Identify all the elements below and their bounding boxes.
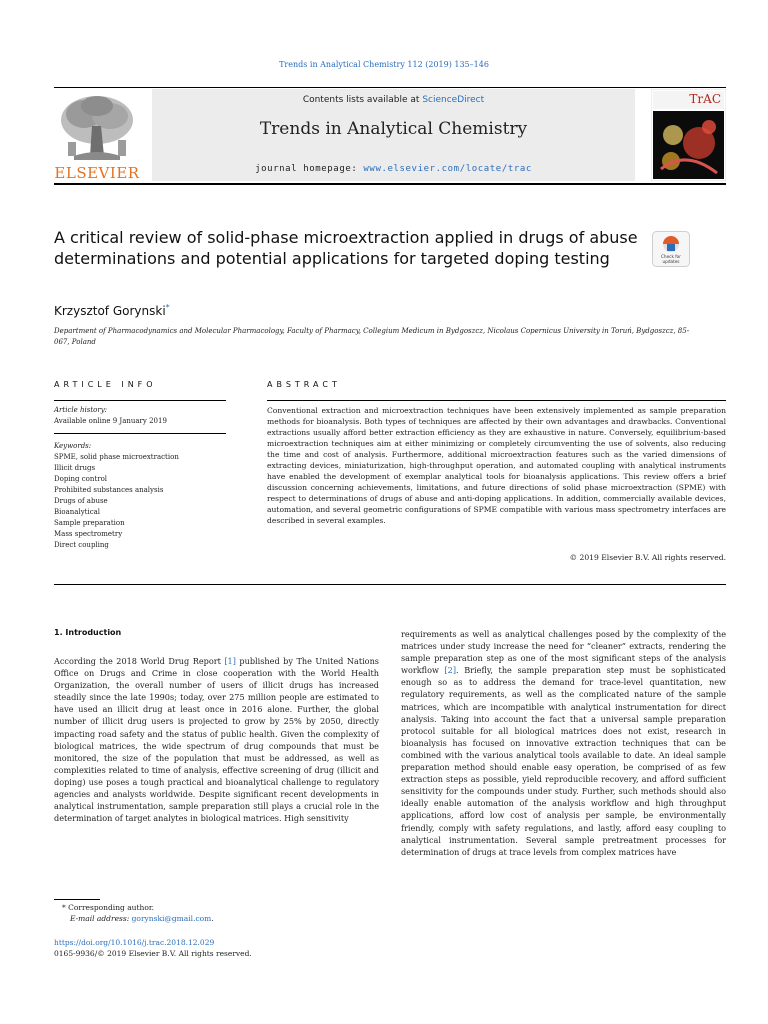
body-right-text-b: . Briefly, the sample preparation step must be sophisticated enough so as to address the demand for trace-level quantitation, new regulatory requirements, as well as the complicated nature of the sample matrices, which are incompatible with analytical instrumentation for direct analysis. Taking into account the fact that a universal sample preparation protocol suitable for all biological matrices does not exist, research in bioanalysis has focused on innovative extraction techniques that can be combined with the various analytical tools available to date. An ideal sample preparation method should enable easy operation, be comprised of as few extraction steps as possible, yield reproducible recovery, and afford sufficient sensitivity for the compounds under study. Further, such methods should also ideally enable automation of the analysis workflow and high throughput applications, afford low cost of analysis per sample, be environmentally friendly, comply with safety regulations, and lastly, afford easy coupling to analytical instrumentation. Several sample pretreatment processes for determination of drugs at trace levels from complex matrices have — [401, 665, 726, 857]
author-email-link[interactable]: gorynski@gmail.com — [131, 914, 212, 923]
journal-homepage-link[interactable]: www.elsevier.com/locate/trac — [363, 164, 532, 174]
keyword-item: Bioanalytical — [54, 508, 101, 516]
keywords-label: Keywords: — [54, 442, 92, 450]
reference-link-1[interactable]: [1] — [224, 656, 236, 666]
corresponding-author-footnote: * Corresponding author. — [62, 903, 155, 912]
author-name-text: Krzysztof Gorynski — [54, 304, 166, 318]
abstract-rule — [267, 400, 726, 401]
sciencedirect-link[interactable]: ScienceDirect — [422, 95, 485, 105]
header-bottom-rule — [54, 183, 726, 185]
article-history-block — [54, 405, 226, 427]
keywords-rule — [54, 433, 226, 434]
article-title: A critical review of solid-phase microextraction applied in drugs of abuse determinations and potential applications for targeted doping testing — [54, 228, 638, 268]
homepage-prefix: journal homepage: — [255, 164, 364, 174]
keywords-block — [54, 441, 226, 551]
reference-link-2[interactable]: [2] — [444, 665, 457, 676]
svg-text:updates: updates — [662, 259, 680, 264]
journal-title: Trends in Analytical Chemistry — [259, 119, 528, 139]
corresponding-author-marker[interactable]: * — [165, 303, 170, 312]
journal-homepage-line — [152, 164, 635, 174]
keyword-item: SPME, solid phase microextraction — [54, 453, 179, 461]
introduction-heading: 1. Introduction — [54, 628, 122, 637]
article-history-value: Available online 9 January 2019 — [54, 417, 167, 425]
keyword-item: Illicit drugs — [54, 464, 96, 472]
email-footnote — [70, 914, 214, 923]
keyword-item: Direct coupling — [54, 541, 109, 549]
abstract-copyright: © 2019 Elsevier B.V. All rights reserved. — [569, 553, 726, 562]
check-for-updates-icon[interactable] — [652, 231, 690, 267]
keyword-item: Drugs of abuse — [54, 497, 108, 505]
body-left-text-b: published by The United Nations Office on Drugs and Crime in close cooperation with the World Health Organization, the overall number of users of illicit drugs has increased steadily since the late 1990s; today, over 275 million people are estimated to have used an illicit drug at least once in 2016 alone. Further, the global number of illicit drug users is projected to grow by 25% by 2050, directly impacting road safety and the status of public health. Given the complexity of biological matrices, the wide spectrum of drug compounds that must be monitored, the size of the population that must be addressed, as well as complexities related to time of analysis, effective screening of drug (illicit and doping) use poses a tough practical and bioanalytical challenge to regulatory agencies and analysts worldwide. Despite significant recent developments in analytical instrumentation, sample preparation still plays a crucial role in the determination of target analytes in biological matrices. High sensitivity — [54, 656, 379, 824]
article-history-label: Article history: — [54, 406, 108, 414]
issn-copyright-line: 0165-9936/© 2019 Elsevier B.V. All rights reserved. — [54, 949, 252, 958]
keyword-item: Prohibited substances analysis — [54, 486, 164, 494]
abstract-text: Conventional extraction and microextraction techniques have been extensively implemented as sample preparation methods for bioanalysis. Both types of techniques are affected by their own advantages and drawbacks. Conventional extractions usually afford better extraction efficiency as they are exhaustive in nature. Conversely, equilibrium-based microextraction techniques aim at either minimizing or completely circumventing the use of solvents, also reducing the time and cost of analysis. Furthermore, additional microextraction features such as the varied dimensions of extracting devices, miniaturization, high-throughput operation, and automated coupling with analytical instruments have enabled the development of exemplar analytical tools for bioanalysis applications. This review offers a brief discussion concerning achievements, limitations, and future directions of solid phase microextraction (SPME) with respect to determinations of drugs of abuse and anti-doping applications. In addition, commercially available devices, automation, and several geometric configurations of SPME compatible with various mass spectrometry interfaces are described in several examples. — [267, 406, 726, 525]
journal-citation-link[interactable]: Trends in Analytical Chemistry 112 (2019) 135–146 — [279, 60, 489, 69]
footnote-rule — [54, 899, 100, 900]
contents-prefix: Contents lists available at — [302, 95, 423, 105]
elsevier-wordmark[interactable]: ELSEVIER — [54, 164, 140, 182]
keyword-item: Sample preparation — [54, 519, 125, 527]
body-left-column — [54, 655, 379, 824]
author-affiliation: Department of Pharmacodynamics and Molecular Pharmacology, Faculty of Pharmacy, Collegium Medicum in Bydgoszcz, Nicolaus Copernicus University in Toruń, Bydgoszcz, 85-067, Poland — [54, 327, 690, 346]
journal-cover-thumbnail[interactable] — [651, 89, 726, 181]
cover-trac-label: TrAC — [689, 92, 721, 106]
email-label: E-mail address: — [70, 914, 132, 923]
svg-text:Check for: Check for — [661, 254, 681, 259]
abstract-heading: ABSTRACT — [267, 380, 341, 389]
journal-masthead — [152, 89, 635, 181]
doi-link[interactable]: https://doi.org/10.1016/j.trac.2018.12.029 — [54, 938, 215, 947]
front-matter-rule — [54, 584, 726, 585]
header-top-rule — [54, 87, 726, 88]
keyword-item: Mass spectrometry — [54, 530, 123, 538]
author-name — [54, 303, 170, 318]
body-left-text-a: According the 2018 World Drug Report — [54, 656, 225, 666]
keyword-item: Doping control — [54, 475, 108, 483]
body-right-column — [401, 628, 726, 858]
article-info-rule — [54, 400, 226, 401]
contents-available-line — [152, 95, 635, 105]
email-suffix: . — [211, 914, 214, 923]
body-right-text-a: requirements as well as analytical challenges posed by the complexity of the matrices under study increase the need for “cleaner” extracts, rendering the sample preparation step as one of the most significant steps of the analysis workflow — [401, 629, 726, 676]
article-info-heading: ARTICLE INFO — [54, 380, 157, 389]
